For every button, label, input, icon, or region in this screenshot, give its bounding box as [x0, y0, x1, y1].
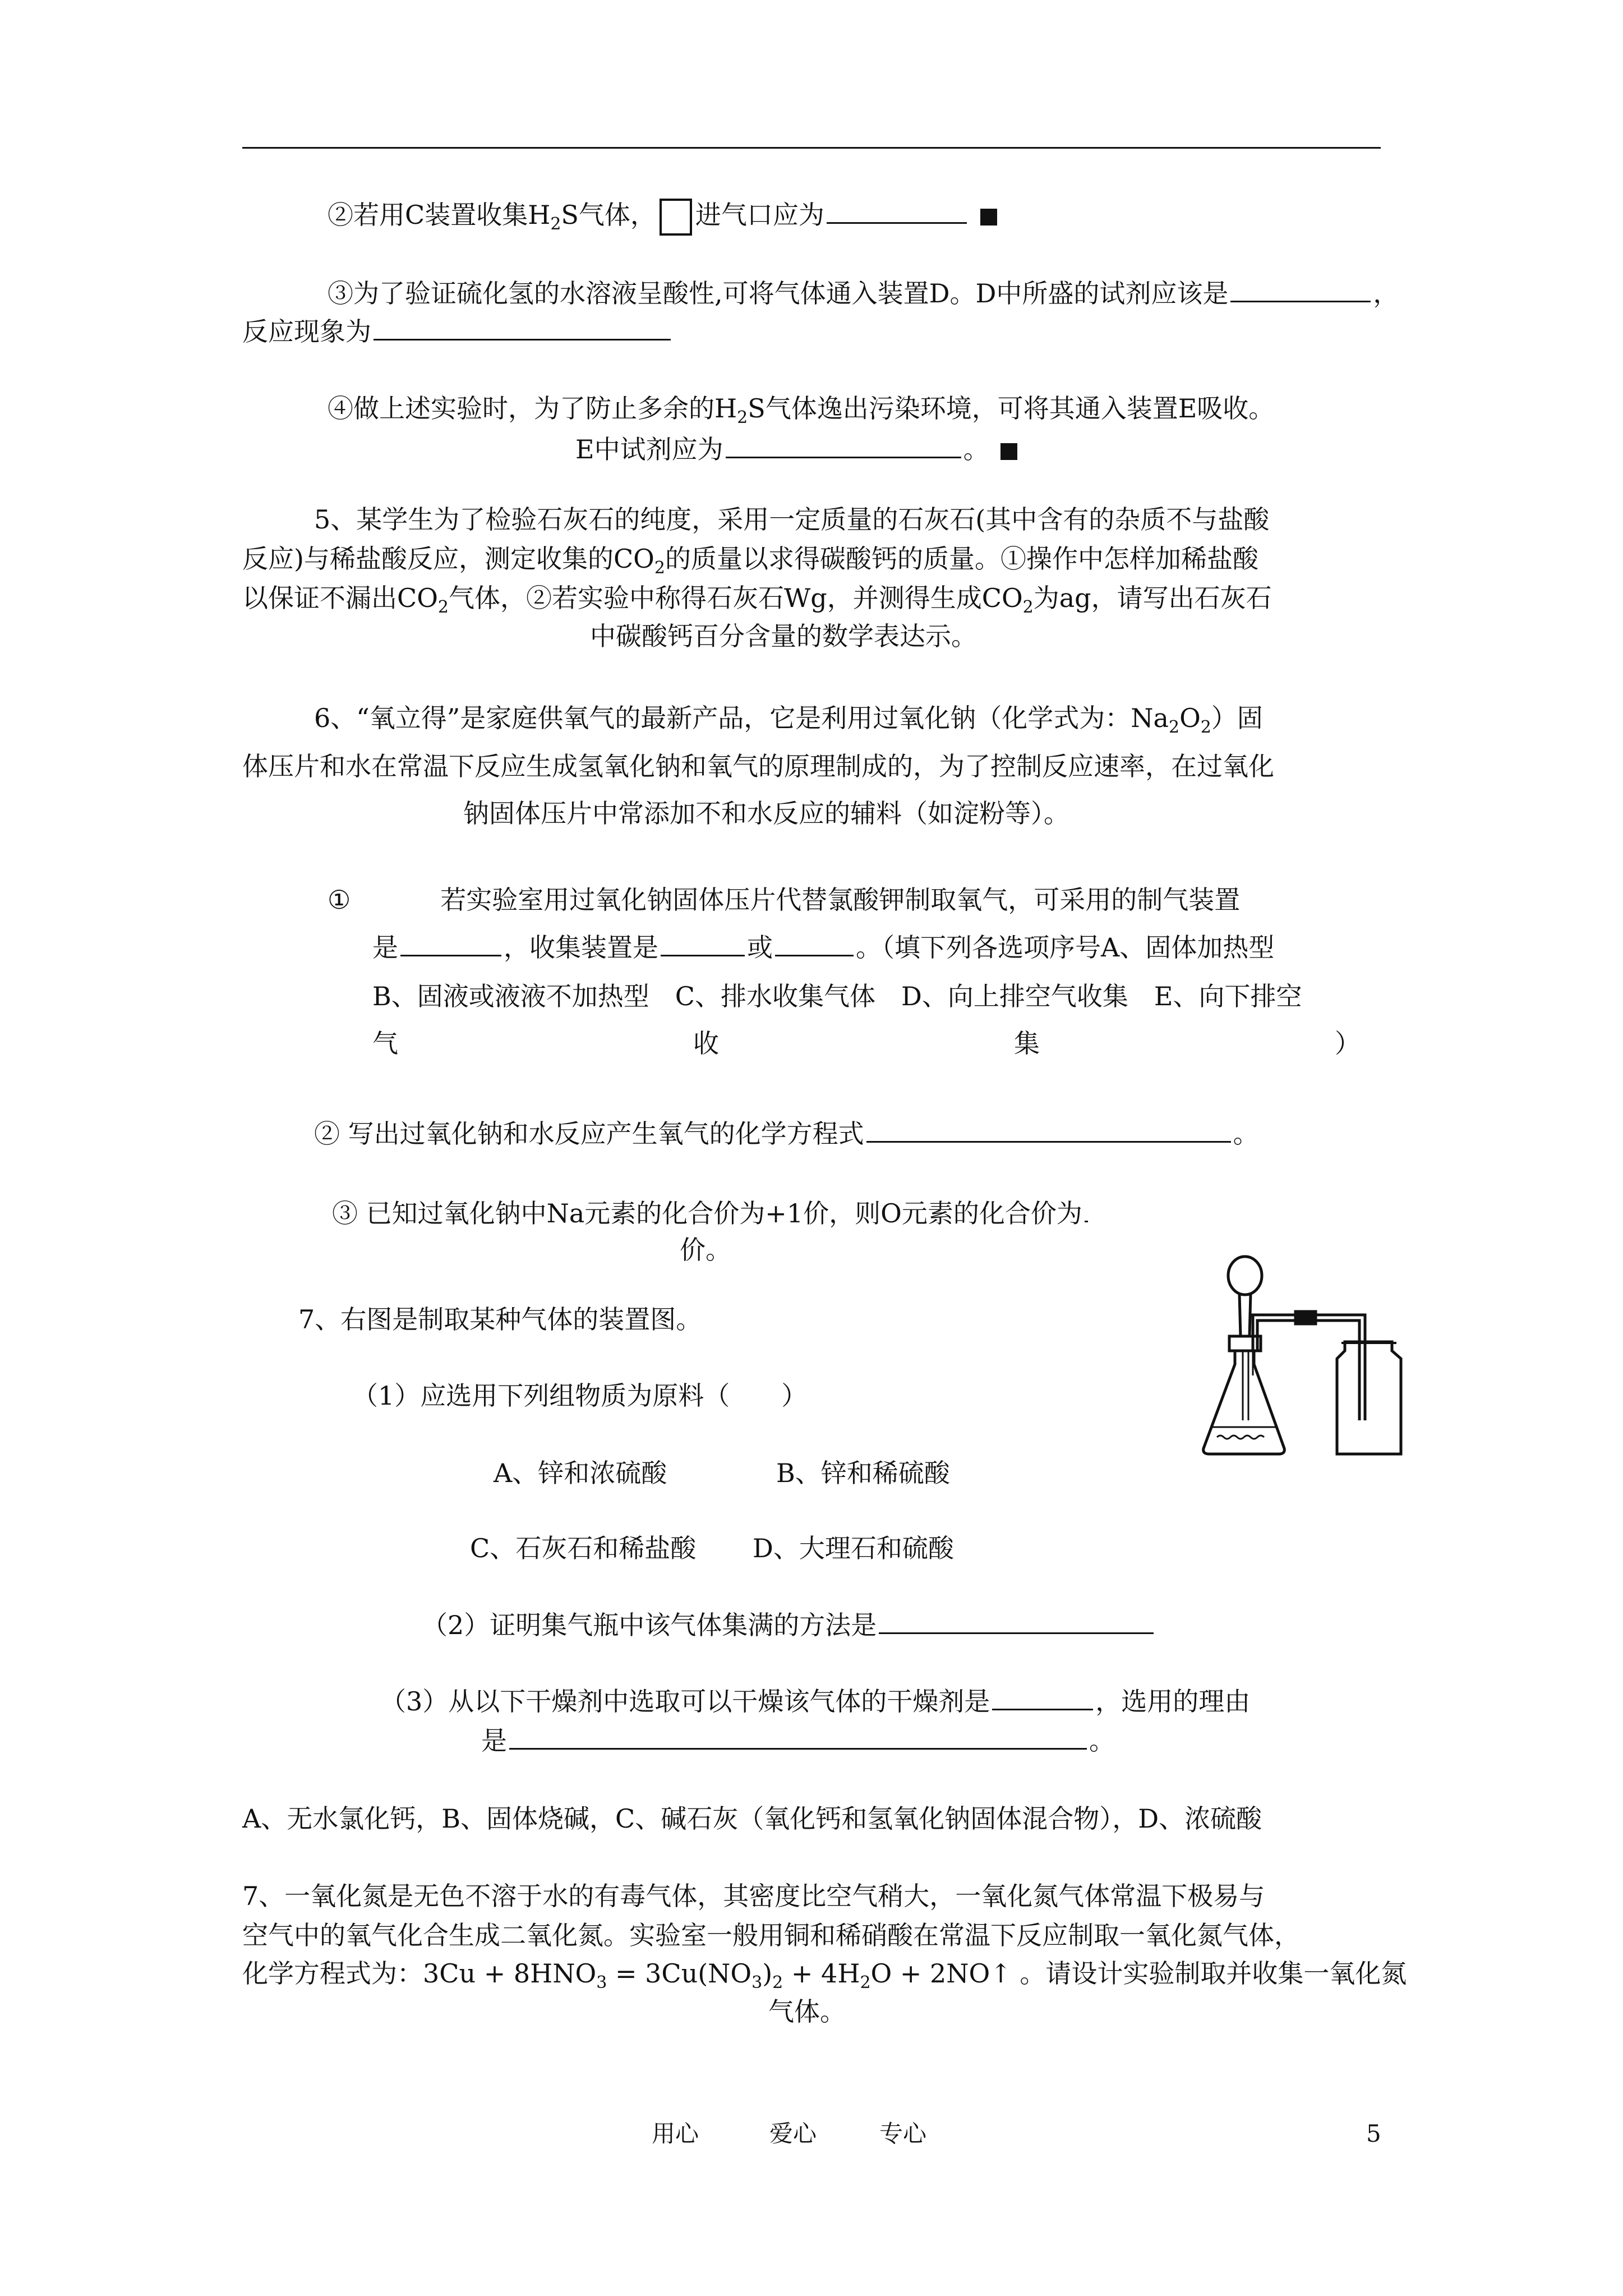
- small-box: [660, 199, 692, 236]
- q8-line-2: 空气中的氧气化合生成二氧化氮。实验室一般用铜和稀硝酸在常温下反应制取一氧化氮气体，: [242, 1920, 1300, 1950]
- conical-flask: [1204, 1351, 1285, 1454]
- q7-title: 7、右图是制取某种气体的装置图。: [298, 1304, 702, 1335]
- footer-motto-1: 用心: [652, 2120, 699, 2147]
- q6-sub2: ② 写出过氧化钠和水反应产生氧气的化学方程式 。: [314, 1116, 1259, 1151]
- q6-line-2: 体压片和水在常温下反应生成氢氧化钠和氧气的原理制成的，为了控制反应速率，在过氧化: [242, 751, 1274, 781]
- q6-sub1-line-3: B、固液或液液不加热型 C、排水收集气体 D、向上排空气收集 E、向下排空: [372, 981, 1302, 1011]
- separatory-funnel: [1228, 1257, 1262, 1295]
- q5-line-3: 以保证不漏出$CO_2$气体，②若实验中称得石灰石Wg，并测得生成$CO_2$为ag，请写出石灰石: [242, 583, 1272, 618]
- q7-option-d: D、大理石和硫酸: [753, 1533, 954, 1563]
- answer-blank[interactable]: [661, 930, 745, 956]
- q7-part-2: （2）证明集气瓶中该气体集满的方法是: [422, 1608, 1156, 1642]
- q5-line-1: 5、某学生为了检验石灰石的纯度，采用一定质量的石灰石(其中含有的杂质不与盐酸: [314, 504, 1270, 535]
- gas-collecting-bottle: [1337, 1342, 1401, 1454]
- square-marker-icon: [980, 209, 997, 226]
- square-marker-icon: [1000, 443, 1017, 460]
- answer-blank[interactable]: [879, 1608, 1154, 1634]
- q6-sub3-line-2: 价。: [680, 1235, 731, 1265]
- q7-part-3-line-2: 是 。: [481, 1723, 1115, 1757]
- answer-blank[interactable]: [509, 1723, 1087, 1750]
- answer-blank[interactable]: [827, 197, 967, 224]
- q4-line-4b: E中试剂应为 。: [575, 432, 1017, 466]
- q8-line-4: 气体。: [768, 1996, 846, 2027]
- q4-line-3: ③为了验证硫化氢的水溶液呈酸性,可将气体通入装置D。D中所盛的试剂应该是 ，: [328, 276, 1399, 310]
- answer-blank[interactable]: [775, 930, 854, 956]
- q6-sub3-line-1: ③ 已知过氧化钠中Na元素的化合价为+1价，则O元素的化合价为: [332, 1196, 1090, 1230]
- q6-line-1: 6、“氧立得”是家庭供氧气的最新产品，它是利用过氧化钠（化学式为：$Na_2O_2$）固: [314, 703, 1263, 738]
- footer-motto-2: 爱心: [769, 2120, 817, 2147]
- q6-sub1-line-4: 气 收 集 ）: [372, 1028, 1361, 1059]
- q7-desiccants: A、无水氯化钙，B、固体烧碱，C、碱石灰（氧化钙和氢氧化钠固体混合物），D、浓硫酸: [242, 1803, 1262, 1834]
- q5-line-4: 中碳酸钙百分含量的数学表达示。: [590, 621, 977, 651]
- gas-apparatus-figure: [1195, 1252, 1430, 1465]
- q7-option-a: A、锌和浓硫酸: [494, 1458, 667, 1488]
- q4-line-3b: 反应现象为: [242, 314, 673, 348]
- answer-blank[interactable]: [1230, 276, 1371, 302]
- q7-option-c: C、石灰石和稀盐酸: [470, 1533, 697, 1563]
- q8-line-1: 7、一氧化氮是无色不溶于水的有毒气体，其密度比空气稍大，一氧化氮气体常温下极易与: [242, 1881, 1265, 1911]
- answer-blank[interactable]: [726, 432, 961, 458]
- answer-blank[interactable]: [374, 314, 671, 341]
- q4-line-2: ②若用C装置收集$H_2S$气体， 进气口应为: [328, 197, 997, 241]
- q8-line-3: 化学方程式为：$3Cu + 8HNO_3 = 3Cu(NO_3)_2 + 4H_2O$ + 2NO↑ 。请设计实验制取并收集一氧化氮: [242, 1958, 1407, 1993]
- answer-blank[interactable]: [866, 1116, 1231, 1143]
- q6-sub1-line-1: ① 若实验室用过氧化钠固体压片代替氯酸钾制取氧气，可采用的制气装置: [328, 885, 1241, 915]
- page-number: 5: [1366, 2120, 1381, 2147]
- footer-motto-3: 专心: [879, 2120, 927, 2147]
- answer-blank[interactable]: [992, 1684, 1093, 1710]
- q7-option-b: B、锌和稀硫酸: [776, 1458, 950, 1488]
- q5-line-2: 反应)与稀盐酸反应，测定收集的$CO_2$的质量以求得碳酸钙的质量。①操作中怎样加稀盐酸: [242, 544, 1258, 578]
- q4-line-4: ④做上述实验时，为了防止多余的$H_2S$气体逸出污染环境，可将其通入装置E吸收。: [328, 393, 1275, 428]
- q6-line-3: 钠固体压片中常添加不和水反应的辅料（如淀粉等）。: [463, 798, 1069, 829]
- q6-sub1-line-2: 是 ，收集装置是 或 。（填下列各选项序号A、固体加热型: [372, 930, 1274, 964]
- q7-part-3-line-1: （3）从以下干燥剂中选取可以干燥该气体的干燥剂是 ，选用的理由: [380, 1684, 1250, 1718]
- q7-part-1: （1）应选用下列组物质为原料（ ）: [352, 1381, 808, 1411]
- header-rule: [242, 147, 1381, 149]
- answer-blank[interactable]: [400, 930, 501, 956]
- answer-blank[interactable]: [1085, 1196, 1088, 1222]
